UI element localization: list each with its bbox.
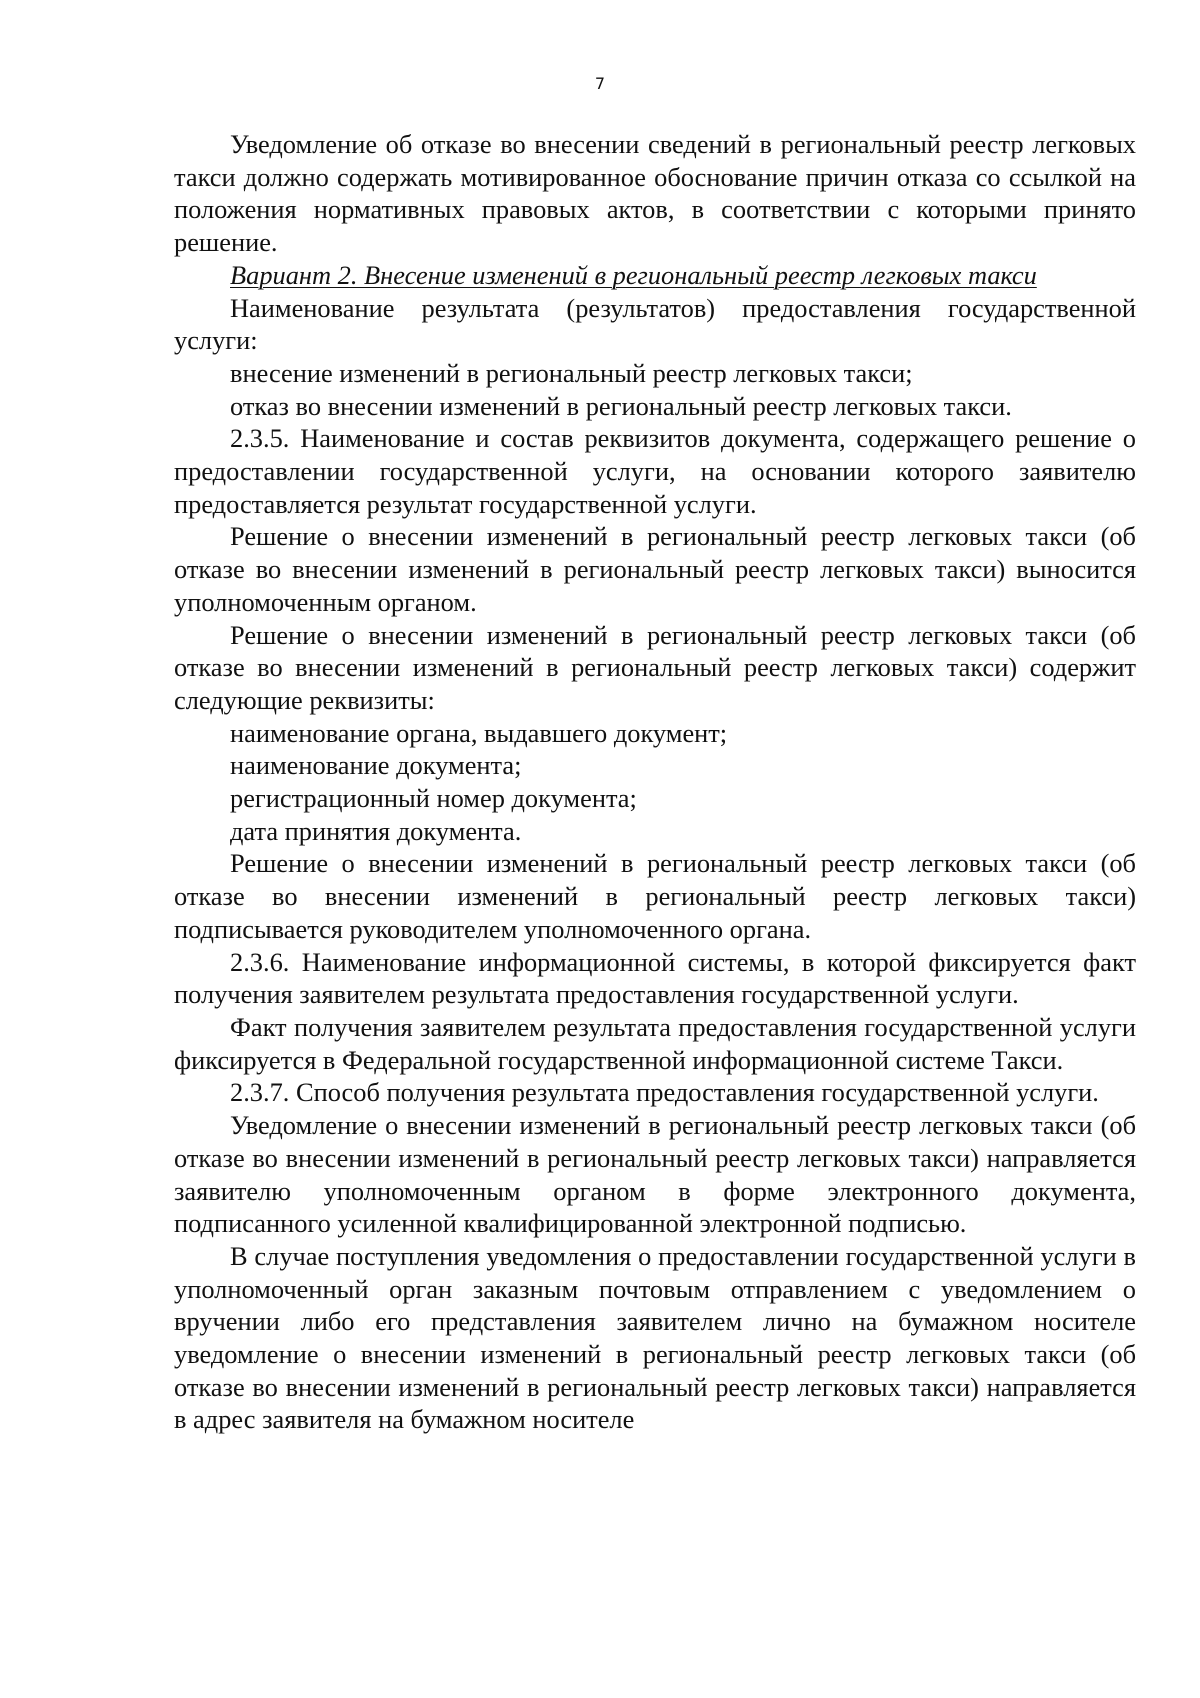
document-body xyxy=(174,128,1136,1436)
list-item: внесение изменений в региональный реестр легковых такси; xyxy=(230,357,913,388)
section-heading xyxy=(174,259,1136,292)
paragraph: Уведомление о внесении изменений в региональный реестр легковых такси (об отказе во внесении изменений в региональный реестр легковых такси) направляется заявителю уполномоченным органом в форме электронного документа, подписанного усиленной квалифицированной электронной подписью. xyxy=(174,1110,1136,1239)
paragraph: В случае поступления уведомления о предоставлении государственной услуги в уполномоченный орган заказным почтовым отправлением с уведомлением о вручении либо его представления заявителем лично на бумажном носителе уведомление о внесении изменений в региональный реестр легковых такси (об отказе во внесении изменений в региональный реестр легковых такси) направляется в адрес заявителя на бумажном носителе xyxy=(174,1240,1136,1435)
paragraph: Решение о внесении изменений в региональный реестр легковых такси (об отказе во внесении изменений в региональный реестр легковых такси) подписывается руководителем уполномоченного органа. xyxy=(174,848,1136,944)
paragraph: Решение о внесении изменений в региональный реестр легковых такси (об отказе во внесении изменений в региональный реестр легковых такси) содержит следующие реквизиты: xyxy=(174,619,1136,715)
list-item: регистрационный номер документа; xyxy=(230,783,637,814)
paragraph: Наименование результата (результатов) предоставления государственной услуги: xyxy=(174,292,1136,356)
page-number: 7 xyxy=(594,74,606,93)
list-item: наименование документа; xyxy=(230,750,522,781)
paragraph: 2.3.7. Способ получения результата предоставления государственной услуги. xyxy=(230,1077,1099,1108)
list-item: отказ во внесении изменений в региональный реестр легковых такси. xyxy=(230,390,1012,421)
paragraph: 2.3.5. Наименование и состав реквизитов документа, содержащего решение о предоставлении государственной услуги, на основании которого заявителю предоставляется результат государственной услуги. xyxy=(174,423,1136,519)
paragraph: 2.3.6. Наименование информационной системы, в которой фиксируется факт получения заявителем результата предоставления государственной услуги. xyxy=(174,946,1136,1010)
list-item: наименование органа, выдавшего документ; xyxy=(230,717,728,748)
paragraph: Решение о внесении изменений в региональный реестр легковых такси (об отказе во внесении изменений в региональный реестр легковых такси) выносится уполномоченным органом. xyxy=(174,521,1136,617)
paragraph: Уведомление об отказе во внесении сведений в региональный реестр легковых такси должно содержать мотивированное обоснование причин отказа со ссылкой на положения нормативных правовых актов, в соответствии с которыми принято решение. xyxy=(174,129,1136,258)
list-item: дата принятия документа. xyxy=(230,815,522,846)
section-heading-text: Вариант 2. Внесение изменений в региональный реестр легковых такси xyxy=(230,259,1037,290)
paragraph: Факт получения заявителем результата предоставления государственной услуги фиксируется в Федеральной государственной информационной системе Такси. xyxy=(174,1011,1136,1075)
